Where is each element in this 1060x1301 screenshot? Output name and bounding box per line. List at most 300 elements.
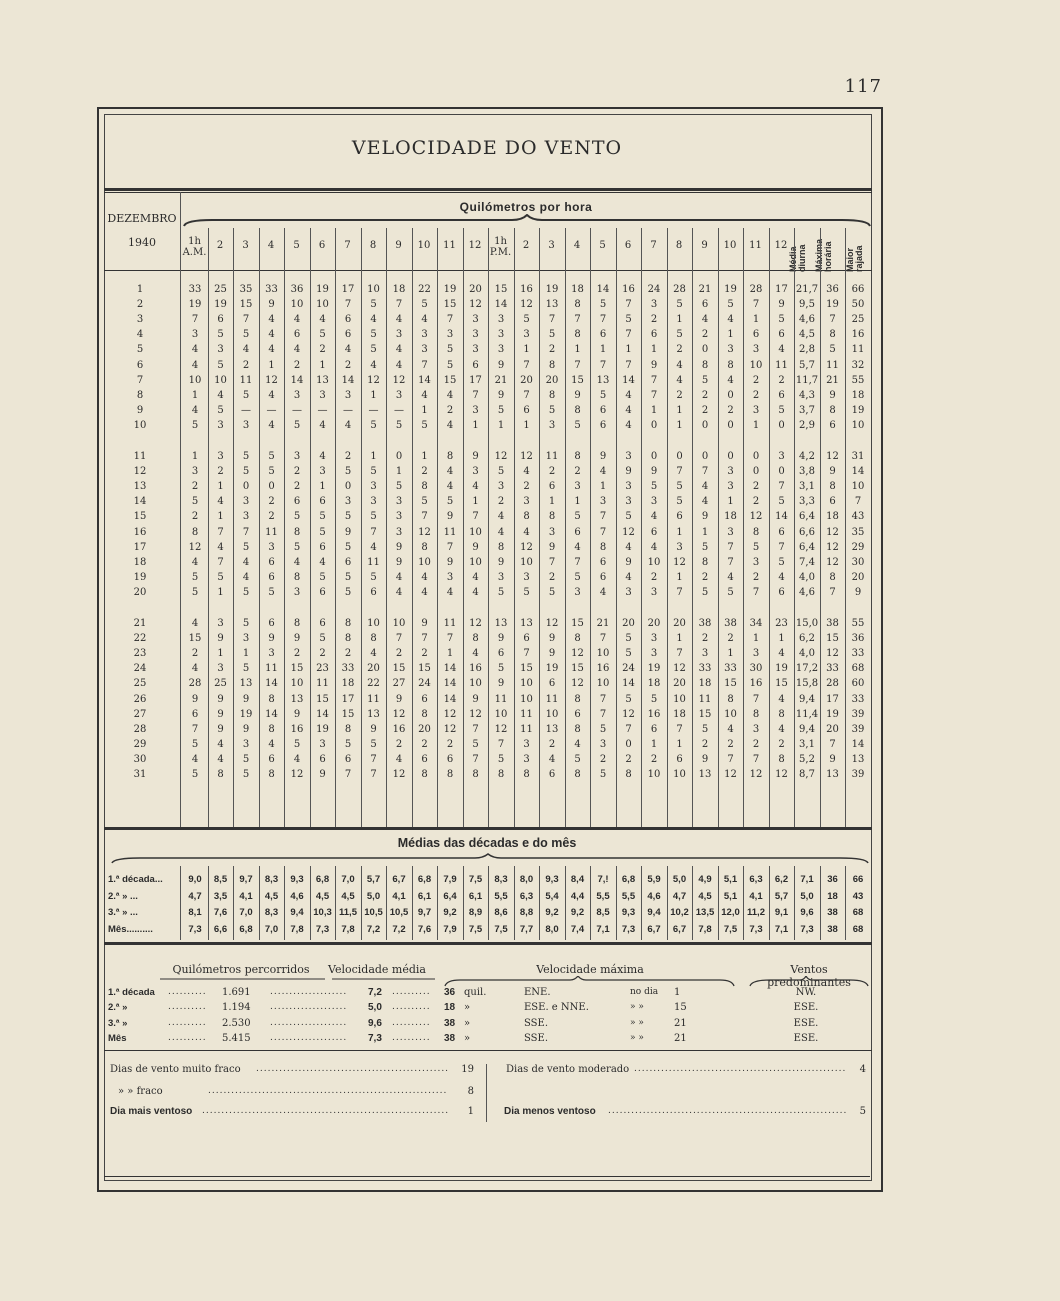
max-direction: ENE. — [524, 987, 551, 998]
table-cell: 2 — [293, 648, 301, 660]
table-cell: 19 — [545, 663, 559, 675]
table-cell: 11 — [545, 693, 559, 705]
footer-top-rule — [104, 1050, 872, 1051]
table-cell: 16 — [749, 678, 763, 690]
table-cell: 15 — [494, 284, 508, 295]
table-cell: 5 — [242, 466, 250, 478]
table-cell: 2 — [752, 481, 760, 493]
table-cell: 28 — [673, 284, 686, 295]
day-prefix: » » — [630, 1017, 644, 1028]
table-cell: 6 — [778, 389, 785, 401]
table-cell: 3 — [523, 571, 530, 583]
mean-value: 9,6 — [368, 1017, 382, 1029]
average-cell: 6,7 — [392, 874, 406, 885]
table-cell: 9 — [395, 693, 403, 705]
table-cell: 8 — [727, 693, 734, 705]
table-cell: 15 — [316, 693, 329, 705]
day-label: 17 — [133, 541, 147, 553]
average-cell: 6,6 — [213, 923, 228, 935]
table-cell: 3,3 — [799, 496, 815, 508]
table-cell: 5 — [752, 541, 760, 553]
hour-header: 7 — [344, 240, 351, 251]
table-cell: 9 — [268, 299, 275, 311]
table-cell: 9 — [497, 389, 505, 401]
table-cell: 15 — [443, 374, 457, 386]
table-cell: 13 — [316, 374, 329, 386]
table-cell: 19 — [647, 663, 661, 675]
hour-header: 8 — [675, 240, 683, 251]
table-cell: 21 — [698, 284, 712, 295]
table-cell: 30 — [851, 556, 865, 568]
table-cell: 5 — [242, 541, 250, 553]
page-title: VELOCIDADE DO VENTO — [351, 137, 623, 159]
table-cell: 5 — [242, 769, 250, 780]
table-cell: 12 — [622, 526, 635, 538]
month-label: DEZEMBRO — [107, 212, 177, 225]
table-cell: 5 — [370, 344, 377, 356]
table-cell: 1 — [421, 404, 428, 416]
table-cell: 1 — [650, 738, 658, 750]
table-cell: 8 — [778, 753, 785, 765]
table-cell: 3 — [472, 466, 479, 478]
table-cell: 4 — [625, 404, 632, 416]
table-cell: 1 — [191, 451, 199, 462]
hour-header: 5 — [293, 240, 300, 251]
table-cell: 24 — [647, 284, 661, 295]
table-cell: 9,4 — [799, 693, 815, 705]
table-cell: 9 — [548, 648, 556, 660]
table-cell: 12 — [749, 769, 763, 780]
table-cell: 3 — [472, 404, 479, 416]
table-cell: 5 — [599, 769, 607, 780]
table-cell: 5 — [497, 753, 505, 765]
table-cell: 8 — [701, 556, 709, 568]
table-cell: 7 — [599, 708, 607, 720]
table-cell: 3 — [242, 738, 250, 750]
average-cell: 7,3 — [800, 923, 814, 935]
table-cell: 8 — [829, 329, 836, 341]
table-cell: 11 — [265, 526, 278, 538]
table-cell: 16 — [290, 723, 304, 735]
average-cell: 5,5 — [596, 890, 610, 902]
max-value: 38 — [444, 1032, 456, 1044]
table-cell: 16 — [596, 663, 610, 675]
table-cell: 7 — [446, 541, 454, 553]
table-cell: 3 — [472, 329, 479, 341]
table-cell: 17 — [469, 374, 482, 386]
table-cell: 4 — [574, 738, 581, 750]
table-cell: 4 — [676, 374, 683, 386]
average-cell: 8,5 — [213, 874, 228, 885]
table-cell: 0 — [778, 419, 785, 431]
hour-header: 10 — [417, 240, 431, 251]
average-cell: 9,2 — [443, 907, 457, 918]
table-cell: 1 — [752, 314, 760, 326]
table-cell: 4 — [421, 571, 428, 583]
table-cell: 4 — [191, 663, 199, 675]
table-cell: 38 — [826, 618, 839, 629]
table-cell: 4 — [650, 511, 658, 523]
table-cell: 11 — [851, 344, 865, 356]
table-cell: 1 — [217, 481, 224, 493]
leader-dots: ................................................................ — [202, 1106, 450, 1116]
table-cell: 13 — [290, 693, 304, 705]
table-cell: 23 — [775, 618, 788, 629]
table-cell: 5 — [344, 586, 352, 598]
table-cell: 5 — [242, 618, 250, 629]
average-cell: 7,2 — [366, 923, 381, 935]
table-cell: 12 — [392, 708, 406, 720]
table-cell: 5 — [293, 541, 301, 553]
average-row-label: 1.ª década... — [108, 874, 163, 885]
table-cell: 2 — [548, 466, 556, 478]
table-cell: 2 — [446, 738, 454, 750]
table-cell: 8 — [701, 359, 709, 371]
table-cell: 3 — [752, 723, 760, 735]
table-cell: 3 — [395, 511, 403, 523]
table-cell: 6 — [268, 556, 275, 568]
average-cell: 38 — [827, 907, 838, 918]
table-cell: 12 — [290, 769, 304, 780]
leader-dots: .............................................................. — [208, 1086, 448, 1096]
table-cell: 7 — [599, 359, 607, 371]
table-cell: 3 — [319, 389, 326, 401]
table-cell: 9 — [701, 753, 709, 765]
table-cell: 8 — [344, 633, 352, 645]
table-cell: 7 — [854, 496, 862, 508]
average-cell: 7,0 — [341, 874, 355, 885]
table-cell: 3 — [625, 586, 632, 598]
table-cell: 1 — [217, 586, 224, 598]
table-cell: 8 — [574, 451, 581, 462]
table-cell: 12 — [494, 451, 508, 462]
table-cell: 8 — [268, 693, 275, 705]
table-cell: 18 — [826, 511, 839, 523]
table-cell: 39 — [851, 769, 865, 780]
table-cell: 39 — [851, 723, 865, 735]
table-cell: 4 — [446, 419, 454, 431]
leader-dots: .................... — [270, 1017, 348, 1028]
table-cell: 8 — [778, 708, 785, 720]
table-cell: 6 — [574, 526, 581, 538]
table-cell: 6 — [574, 708, 581, 720]
average-cell: 7,1 — [596, 923, 610, 935]
table-cell: 5 — [701, 723, 709, 735]
table-cell: 7 — [778, 541, 785, 553]
table-cell: 5 — [574, 753, 581, 765]
table-cell: 5 — [319, 526, 326, 538]
table-cell: 3 — [497, 571, 505, 583]
table-cell: 2 — [268, 496, 275, 508]
averages-title: Médias das décadas e do mês — [397, 836, 577, 850]
table-cell: 5,7 — [799, 359, 815, 371]
table-cell: 33 — [698, 663, 712, 675]
average-cell: 5,7 — [774, 890, 789, 902]
day-label: 3 — [136, 314, 144, 326]
table-cell: 7 — [752, 299, 760, 311]
table-cell: 14 — [775, 511, 788, 523]
table-cell: 3 — [421, 329, 428, 341]
table-cell: 3 — [293, 389, 301, 401]
table-cell: 3 — [625, 451, 632, 462]
table-cell: 11,4 — [795, 708, 819, 720]
table-cell: 5 — [421, 299, 428, 311]
table-cell: 9 — [293, 633, 301, 645]
table-cell: 6,6 — [799, 526, 815, 538]
table-cell: 8 — [574, 299, 581, 311]
table-cell: 3 — [650, 299, 658, 311]
max-direction: ESE. e NNE. — [524, 1002, 589, 1014]
summary-row-label: Mês — [108, 1032, 127, 1044]
average-cell: 3,5 — [213, 890, 228, 902]
table-cell: — — [266, 404, 277, 416]
table-cell: 4 — [191, 344, 199, 356]
table-cell: 19 — [239, 708, 253, 720]
table-cell: 11 — [545, 451, 559, 462]
table-cell: 16 — [469, 663, 482, 675]
table-cell: 2 — [701, 738, 709, 750]
table-cell: 6,4 — [799, 541, 815, 553]
table-cell: 5 — [778, 404, 785, 416]
table-cell: 4 — [319, 314, 326, 326]
table-cell: 1 — [268, 359, 275, 371]
table-cell: 8 — [268, 723, 275, 735]
table-cell: 5 — [497, 663, 505, 675]
table-cell: 10 — [188, 374, 202, 386]
table-cell: 7 — [548, 314, 556, 326]
hour-header: 12 — [774, 240, 788, 251]
table-cell: 11 — [520, 723, 533, 735]
table-cell: 5 — [191, 419, 199, 431]
table-cell: 10 — [469, 678, 482, 690]
table-cell: 4 — [472, 648, 479, 660]
table-cell: 7 — [676, 648, 683, 660]
table-cell: 8 — [829, 481, 836, 493]
table-cell: 9 — [344, 526, 352, 538]
table-cell: 5 — [370, 419, 377, 431]
table-cell: 15 — [520, 663, 533, 675]
table-cell: 5 — [548, 329, 556, 341]
average-cell: 9,3 — [290, 874, 304, 885]
table-cell: 6 — [599, 419, 607, 431]
table-cell: 19 — [826, 708, 839, 720]
average-cell: 7,7 — [519, 923, 534, 935]
table-cell: 4,0 — [799, 648, 815, 660]
table-cell: 3 — [370, 481, 377, 493]
table-cell: 6 — [344, 329, 352, 341]
table-cell: 7 — [599, 633, 607, 645]
table-cell: 7 — [727, 541, 734, 553]
table-cell: 7 — [829, 586, 836, 598]
table-cell: 6 — [829, 419, 836, 431]
average-cell: 5,9 — [647, 874, 661, 885]
table-cell: 10 — [290, 678, 304, 690]
leader-dots: .......... — [392, 1002, 431, 1013]
table-cell: 0 — [701, 344, 709, 356]
table-cell: 8 — [574, 693, 581, 705]
table-cell: 4 — [727, 723, 734, 735]
table-cell: 7 — [242, 314, 250, 326]
hour-header: 8 — [369, 240, 377, 251]
table-cell: 5 — [370, 738, 377, 750]
hour-header: 3 — [548, 240, 555, 251]
summary-row-label: 3.ª » — [108, 1017, 128, 1029]
table-cell: 5 — [268, 466, 275, 478]
table-cell: 5 — [242, 389, 250, 401]
table-cell: 5 — [574, 419, 581, 431]
table-cell: 5 — [370, 299, 377, 311]
day-label: 12 — [133, 466, 147, 478]
table-cell: 2 — [421, 648, 428, 660]
table-cell: 7 — [599, 511, 607, 523]
table-cell: 7 — [446, 633, 454, 645]
table-cell: 5 — [293, 419, 301, 431]
table-cell: 8 — [293, 526, 301, 538]
table-cell: 8 — [574, 329, 581, 341]
table-cell: 5 — [319, 571, 326, 583]
table-cell: 4,0 — [799, 571, 815, 583]
table-cell: 6 — [217, 314, 224, 326]
table-cell: 5 — [370, 329, 377, 341]
max-value: 18 — [444, 1002, 456, 1014]
table-cell: 5 — [701, 374, 709, 386]
hour-header: 10 — [723, 240, 737, 251]
table-cell: 5 — [319, 511, 326, 523]
average-cell: 9,3 — [545, 874, 559, 885]
table-cell: 11 — [443, 526, 457, 538]
day-label: 1 — [136, 284, 144, 295]
table-cell: 9 — [829, 753, 836, 765]
table-cell: 3 — [344, 389, 352, 401]
average-cell: 8,8 — [519, 907, 534, 918]
table-cell: 20 — [418, 723, 431, 735]
table-cell: 8 — [829, 404, 836, 416]
table-cell: 5 — [191, 738, 199, 750]
table-cell: 2 — [599, 753, 607, 765]
table-cell: 6 — [319, 541, 326, 553]
table-cell: 2 — [523, 481, 530, 493]
average-cell: 9,2 — [545, 907, 559, 918]
table-cell: 4 — [293, 344, 301, 356]
table-cell: 7 — [625, 723, 632, 735]
table-cell: 12 — [520, 541, 533, 553]
table-cell: 16 — [851, 329, 865, 341]
table-cell: 6 — [650, 329, 658, 341]
table-cell: 1 — [676, 404, 683, 416]
table-cell: 38 — [724, 618, 737, 629]
table-cell: 12 — [392, 374, 406, 386]
table-cell: 5 — [268, 586, 275, 598]
table-cell: 33 — [188, 284, 202, 295]
table-cell: 15 — [826, 633, 839, 645]
table-cell: 0 — [395, 451, 403, 462]
max-direction: SSE. — [524, 1017, 549, 1029]
table-cell: 23 — [316, 663, 329, 675]
table-cell: 3 — [217, 663, 224, 675]
table-cell: 11 — [367, 693, 380, 705]
table-cell: 6 — [191, 708, 199, 720]
table-cell: 2 — [268, 511, 275, 523]
windiest-day-value: 1 — [467, 1106, 474, 1117]
table-cell: 4 — [191, 359, 199, 371]
footer-divider — [486, 1064, 487, 1122]
table-cell: 5 — [727, 299, 734, 311]
table-cell: 4 — [395, 344, 403, 356]
table-cell: 12 — [443, 708, 457, 720]
table-cell: 68 — [851, 663, 865, 675]
max-unit: » — [464, 1032, 471, 1044]
table-cell: 7 — [625, 299, 632, 311]
table-cell: 10 — [520, 556, 533, 568]
table-cell: 4 — [472, 571, 479, 583]
table-cell: 3,1 — [799, 738, 815, 750]
table-cell: 11 — [316, 678, 329, 690]
average-cell: 5,7 — [366, 874, 381, 885]
table-cell: 9 — [293, 708, 301, 720]
table-cell: 15 — [571, 374, 584, 386]
table-cell: 4 — [778, 693, 785, 705]
day-label: 25 — [133, 678, 147, 690]
average-cell: 7,2 — [392, 923, 406, 935]
table-cell: 1 — [676, 633, 683, 645]
table-cell: 4 — [242, 571, 250, 583]
table-cell: 4 — [446, 481, 454, 493]
table-cell: 18 — [724, 511, 737, 523]
hour-header: 11 — [443, 240, 456, 251]
table-cell: 9 — [242, 723, 250, 735]
footer-bottom-rule — [104, 1176, 870, 1177]
table-cell: 39 — [851, 708, 865, 720]
table-cell: 9 — [217, 693, 224, 705]
table-cell: 13 — [826, 769, 839, 780]
table-cell: 2 — [752, 738, 760, 750]
table-cell: 2 — [727, 633, 734, 645]
average-cell: 38 — [827, 923, 838, 935]
table-cell: 1 — [242, 648, 250, 660]
average-cell: 4,1 — [392, 890, 406, 902]
average-cell: 9,3 — [621, 907, 636, 918]
table-cell: 7 — [752, 693, 760, 705]
table-cell: 4,2 — [799, 451, 815, 462]
weak-wind-value: 19 — [461, 1064, 474, 1075]
max-direction: SSE. — [524, 1032, 549, 1044]
average-row-label: Mês.......... — [108, 923, 153, 935]
table-cell: 4 — [446, 586, 454, 598]
table-cell: 9 — [472, 693, 479, 705]
hour-header: 4 — [573, 240, 581, 251]
table-cell: 12 — [673, 663, 686, 675]
table-cell: 5 — [319, 329, 326, 341]
table-cell: 9 — [242, 693, 250, 705]
table-cell: 0 — [752, 451, 760, 462]
table-cell: 8 — [523, 511, 530, 523]
table-cell: 5 — [217, 404, 224, 416]
averages-top-rule — [104, 827, 872, 830]
day-label: 5 — [136, 344, 144, 356]
table-cell: 4 — [319, 451, 326, 462]
table-cell: 3 — [268, 541, 275, 553]
table-cell: 4 — [191, 556, 199, 568]
average-cell: 7,6 — [417, 923, 432, 935]
average-cell: 5,5 — [494, 890, 508, 902]
table-cell: — — [368, 404, 379, 416]
table-cell: 4 — [701, 481, 709, 493]
average-row-label: 2.ª » ... — [108, 890, 138, 902]
max-gust-header: Maior rajada — [845, 245, 864, 272]
table-cell: 5 — [344, 541, 352, 553]
table-cell: 4 — [574, 541, 581, 553]
max-unit: » — [464, 1002, 471, 1014]
